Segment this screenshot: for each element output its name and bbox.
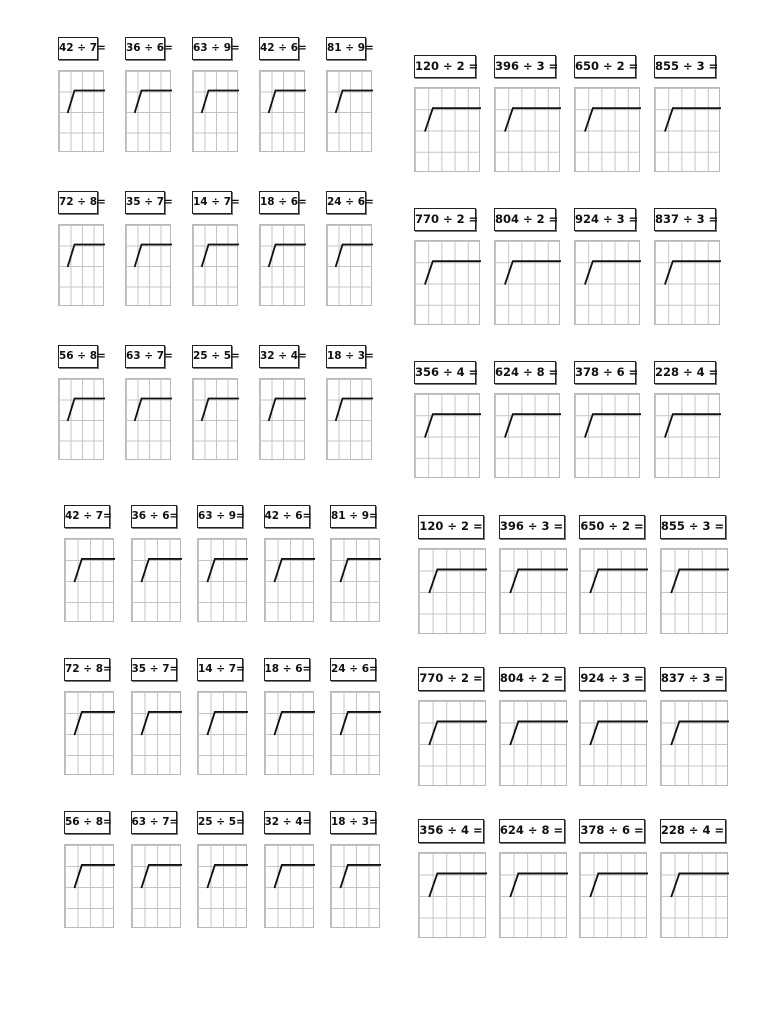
long-division-bracket-icon — [419, 853, 487, 939]
long-division-bracket-icon — [65, 845, 115, 929]
long-division-bracket-icon — [495, 88, 561, 173]
answer-grid[interactable] — [125, 224, 171, 306]
long-division-bracket-icon — [59, 225, 105, 307]
long-division-bracket-icon — [415, 394, 481, 479]
problem-label: 770 ÷ 2 = — [414, 208, 476, 231]
answer-grid[interactable] — [58, 378, 104, 460]
answer-grid[interactable] — [264, 538, 314, 622]
long-division-bracket-icon — [419, 701, 487, 787]
problem-label: 42 ÷ 7= — [58, 37, 98, 60]
problem-label: 378 ÷ 6 = — [574, 361, 636, 384]
answer-grid[interactable] — [574, 240, 640, 325]
long-division-bracket-icon — [193, 379, 239, 461]
answer-grid[interactable] — [654, 393, 720, 478]
long-division-bracket-icon — [265, 692, 315, 776]
answer-grid[interactable] — [499, 548, 567, 634]
answer-grid[interactable] — [197, 691, 247, 775]
answer-grid[interactable] — [660, 852, 728, 938]
answer-grid[interactable] — [499, 700, 567, 786]
long-division-bracket-icon — [260, 225, 306, 307]
long-division-bracket-icon — [415, 241, 481, 326]
answer-grid[interactable] — [64, 691, 114, 775]
problem-label: 18 ÷ 3= — [326, 345, 366, 368]
problem-label: 837 ÷ 3 = — [654, 208, 716, 231]
long-division-bracket-icon — [65, 692, 115, 776]
long-division-bracket-icon — [198, 692, 248, 776]
long-division-bracket-icon — [59, 71, 105, 153]
long-division-bracket-icon — [198, 539, 248, 623]
answer-grid[interactable] — [131, 844, 181, 928]
problem-label: 120 ÷ 2 = — [414, 55, 476, 78]
answer-grid[interactable] — [131, 538, 181, 622]
long-division-bracket-icon — [265, 845, 315, 929]
long-division-bracket-icon — [327, 225, 373, 307]
long-division-bracket-icon — [500, 853, 568, 939]
long-division-bracket-icon — [575, 394, 641, 479]
answer-grid[interactable] — [579, 700, 647, 786]
problem-label: 63 ÷ 9= — [197, 505, 243, 528]
answer-grid[interactable] — [264, 691, 314, 775]
answer-grid[interactable] — [64, 844, 114, 928]
problem-label: 42 ÷ 6= — [264, 505, 310, 528]
problem-label: 804 ÷ 2 = — [494, 208, 556, 231]
problem-label: 18 ÷ 6= — [264, 658, 310, 681]
answer-grid[interactable] — [654, 240, 720, 325]
problem-label: 72 ÷ 8= — [64, 658, 110, 681]
problem-label: 924 ÷ 3 = — [579, 667, 645, 691]
answer-grid[interactable] — [192, 378, 238, 460]
long-division-bracket-icon — [495, 241, 561, 326]
long-division-bracket-icon — [661, 853, 729, 939]
long-division-bracket-icon — [327, 71, 373, 153]
problem-label: 36 ÷ 6= — [131, 505, 177, 528]
answer-grid[interactable] — [326, 70, 372, 152]
problem-label: 32 ÷ 4= — [264, 811, 310, 834]
problem-label: 624 ÷ 8 = — [494, 361, 556, 384]
answer-grid[interactable] — [414, 393, 480, 478]
answer-grid[interactable] — [326, 224, 372, 306]
long-division-bracket-icon — [126, 71, 172, 153]
long-division-bracket-icon — [126, 379, 172, 461]
answer-grid[interactable] — [418, 700, 486, 786]
answer-grid[interactable] — [494, 240, 560, 325]
long-division-bracket-icon — [655, 241, 721, 326]
problem-label: 63 ÷ 7= — [125, 345, 165, 368]
answer-grid[interactable] — [494, 393, 560, 478]
answer-grid[interactable] — [414, 240, 480, 325]
problem-label: 837 ÷ 3 = — [660, 667, 726, 691]
problem-label: 81 ÷ 9= — [326, 37, 366, 60]
problem-label: 770 ÷ 2 = — [418, 667, 484, 691]
answer-grid[interactable] — [125, 70, 171, 152]
long-division-bracket-icon — [580, 549, 648, 635]
answer-grid[interactable] — [264, 844, 314, 928]
problem-label: 56 ÷ 8= — [58, 345, 98, 368]
long-division-bracket-icon — [327, 379, 373, 461]
long-division-bracket-icon — [260, 379, 306, 461]
answer-grid[interactable] — [197, 538, 247, 622]
long-division-bracket-icon — [575, 88, 641, 173]
answer-grid[interactable] — [259, 224, 305, 306]
problem-label: 228 ÷ 4 = — [660, 819, 726, 843]
answer-grid[interactable] — [330, 844, 380, 928]
answer-grid[interactable] — [660, 548, 728, 634]
answer-grid[interactable] — [579, 852, 647, 938]
problem-label: 63 ÷ 7= — [131, 811, 177, 834]
problem-label: 36 ÷ 6= — [125, 37, 165, 60]
problem-label: 804 ÷ 2 = — [499, 667, 565, 691]
long-division-bracket-icon — [500, 549, 568, 635]
problem-label: 228 ÷ 4 = — [654, 361, 716, 384]
long-division-bracket-icon — [198, 845, 248, 929]
answer-grid[interactable] — [326, 378, 372, 460]
long-division-bracket-icon — [419, 549, 487, 635]
long-division-bracket-icon — [580, 853, 648, 939]
long-division-bracket-icon — [661, 549, 729, 635]
problem-label: 120 ÷ 2 = — [418, 515, 484, 539]
problem-label: 356 ÷ 4 = — [418, 819, 484, 843]
answer-grid[interactable] — [259, 70, 305, 152]
long-division-bracket-icon — [193, 71, 239, 153]
answer-grid[interactable] — [574, 87, 640, 172]
answer-grid[interactable] — [131, 691, 181, 775]
problem-label: 396 ÷ 3 = — [494, 55, 556, 78]
answer-grid[interactable] — [64, 538, 114, 622]
answer-grid[interactable] — [418, 852, 486, 938]
long-division-bracket-icon — [655, 394, 721, 479]
long-division-bracket-icon — [500, 701, 568, 787]
problem-label: 396 ÷ 3 = — [499, 515, 565, 539]
answer-grid[interactable] — [125, 378, 171, 460]
long-division-bracket-icon — [132, 539, 182, 623]
long-division-bracket-icon — [331, 539, 381, 623]
problem-label: 32 ÷ 4= — [259, 345, 299, 368]
problem-label: 25 ÷ 5= — [192, 345, 232, 368]
long-division-bracket-icon — [331, 845, 381, 929]
long-division-bracket-icon — [331, 692, 381, 776]
long-division-bracket-icon — [260, 71, 306, 153]
problem-label: 81 ÷ 9= — [330, 505, 376, 528]
problem-label: 24 ÷ 6= — [326, 191, 366, 214]
answer-grid[interactable] — [192, 224, 238, 306]
problem-label: 18 ÷ 3= — [330, 811, 376, 834]
long-division-bracket-icon — [575, 241, 641, 326]
long-division-bracket-icon — [495, 394, 561, 479]
problem-label: 35 ÷ 7= — [131, 658, 177, 681]
answer-grid[interactable] — [418, 548, 486, 634]
problem-label: 72 ÷ 8= — [58, 191, 98, 214]
problem-label: 14 ÷ 7= — [197, 658, 243, 681]
long-division-bracket-icon — [132, 845, 182, 929]
answer-grid[interactable] — [259, 378, 305, 460]
problem-label: 24 ÷ 6= — [330, 658, 376, 681]
answer-grid[interactable] — [579, 548, 647, 634]
long-division-bracket-icon — [265, 539, 315, 623]
problem-label: 924 ÷ 3 = — [574, 208, 636, 231]
answer-grid[interactable] — [654, 87, 720, 172]
long-division-bracket-icon — [193, 225, 239, 307]
answer-grid[interactable] — [660, 700, 728, 786]
problem-label: 356 ÷ 4 = — [414, 361, 476, 384]
long-division-bracket-icon — [132, 692, 182, 776]
problem-label: 42 ÷ 6= — [259, 37, 299, 60]
problem-label: 42 ÷ 7= — [64, 505, 110, 528]
problem-label: 18 ÷ 6= — [259, 191, 299, 214]
problem-label: 650 ÷ 2 = — [574, 55, 636, 78]
long-division-bracket-icon — [580, 701, 648, 787]
problem-label: 14 ÷ 7= — [192, 191, 232, 214]
problem-label: 855 ÷ 3 = — [660, 515, 726, 539]
long-division-bracket-icon — [126, 225, 172, 307]
long-division-bracket-icon — [415, 88, 481, 173]
long-division-bracket-icon — [59, 379, 105, 461]
answer-grid[interactable] — [574, 393, 640, 478]
long-division-bracket-icon — [65, 539, 115, 623]
problem-label: 378 ÷ 6 = — [579, 819, 645, 843]
answer-grid[interactable] — [192, 70, 238, 152]
problem-label: 25 ÷ 5= — [197, 811, 243, 834]
long-division-bracket-icon — [655, 88, 721, 173]
answer-grid[interactable] — [197, 844, 247, 928]
answer-grid[interactable] — [499, 852, 567, 938]
problem-label: 855 ÷ 3 = — [654, 55, 716, 78]
answer-grid[interactable] — [58, 70, 104, 152]
problem-label: 56 ÷ 8= — [64, 811, 110, 834]
problem-label: 35 ÷ 7= — [125, 191, 165, 214]
answer-grid[interactable] — [330, 691, 380, 775]
problem-label: 650 ÷ 2 = — [579, 515, 645, 539]
problem-label: 63 ÷ 9= — [192, 37, 232, 60]
problem-label: 624 ÷ 8 = — [499, 819, 565, 843]
answer-grid[interactable] — [494, 87, 560, 172]
answer-grid[interactable] — [414, 87, 480, 172]
answer-grid[interactable] — [58, 224, 104, 306]
answer-grid[interactable] — [330, 538, 380, 622]
long-division-bracket-icon — [661, 701, 729, 787]
